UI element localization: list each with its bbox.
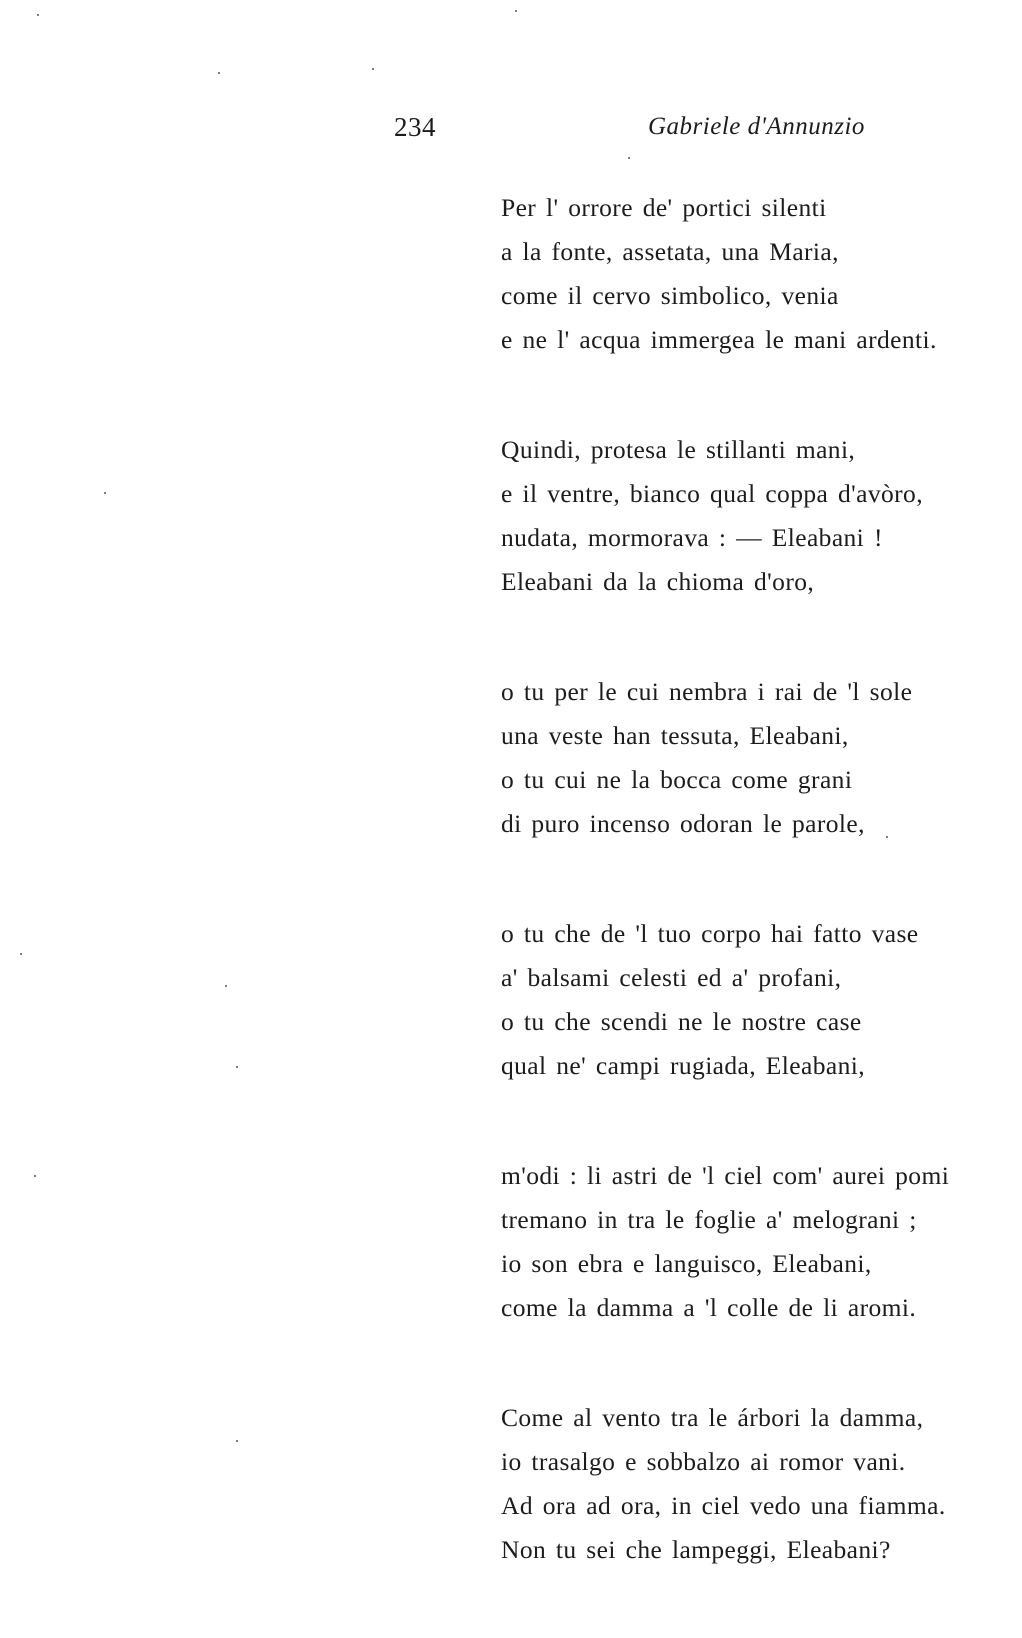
scan-speck bbox=[886, 836, 888, 838]
poem-line: o tu che de 'l tuo corpo hai fatto vase bbox=[501, 919, 919, 948]
stanza-3 bbox=[501, 670, 1001, 846]
poem-line: tremano in tra le foglie a' melograni ; bbox=[501, 1205, 917, 1234]
scan-speck bbox=[628, 157, 630, 159]
poem-line: Non tu sei che lampeggi, Eleabani? bbox=[501, 1535, 891, 1564]
poem-line: Per l' orrore de' portici silenti bbox=[501, 193, 827, 222]
poem-line: Quindi, protesa le stillanti mani, bbox=[501, 435, 856, 464]
poem-line: o tu che scendi ne le nostre case bbox=[501, 1007, 862, 1036]
scan-speck bbox=[34, 1175, 36, 1177]
poem-line: Come al vento tra le árbori la damma, bbox=[501, 1403, 924, 1432]
stanza-4 bbox=[501, 912, 1001, 1088]
poem-line: a' balsami celesti ed a' profani, bbox=[501, 963, 842, 992]
poem-line: Ad ora ad ora, in ciel vedo una fiamma. bbox=[501, 1491, 946, 1520]
poem-line: io trasalgo e sobbalzo ai romor vani. bbox=[501, 1447, 906, 1476]
stanza-2 bbox=[501, 428, 1001, 604]
poem-line: a la fonte, assetata, una Maria, bbox=[501, 237, 839, 266]
poem-line: e ne l' acqua immergea le mani ardenti. bbox=[501, 325, 937, 354]
poem-line: e il ventre, bianco qual coppa d'avòro, bbox=[501, 479, 923, 508]
poem bbox=[501, 186, 1001, 1638]
poem-line: qual ne' campi rugiada, Eleabani, bbox=[501, 1051, 865, 1080]
poem-line: o tu per le cui nembra i rai de 'l sole bbox=[501, 677, 913, 706]
poem-line: io son ebra e languisco, Eleabani, bbox=[501, 1249, 872, 1278]
poem-line: o tu cui ne la bocca come grani bbox=[501, 765, 853, 794]
poem-line: come la damma a 'l colle de li aromi. bbox=[501, 1293, 917, 1322]
scan-speck bbox=[236, 1440, 238, 1442]
scan-speck bbox=[372, 68, 374, 70]
stanza-6 bbox=[501, 1396, 1001, 1572]
poem-line: m'odi : li astri de 'l ciel com' aurei pomi bbox=[501, 1161, 950, 1190]
scan-speck bbox=[37, 14, 39, 16]
poem-line: Eleabani da la chioma d'oro, bbox=[501, 567, 815, 596]
poem-line: come il cervo simbolico, venia bbox=[501, 281, 839, 310]
running-title: Gabriele d'Annunzio bbox=[648, 113, 865, 140]
poem-line: di puro incenso odoran le parole, bbox=[501, 809, 865, 838]
poem-line: nudata, mormorava : — Eleabani ! bbox=[501, 523, 883, 552]
stanza-5 bbox=[501, 1154, 1001, 1330]
scan-speck bbox=[104, 492, 106, 494]
scan-speck bbox=[20, 953, 22, 955]
scan-speck bbox=[225, 985, 227, 987]
poem-line: una veste han tessuta, Eleabani, bbox=[501, 721, 849, 750]
scan-speck bbox=[515, 10, 517, 12]
stanza-1 bbox=[501, 186, 1001, 362]
scan-speck bbox=[236, 1066, 238, 1068]
page-number: 234 bbox=[394, 112, 436, 142]
scan-speck bbox=[218, 72, 220, 74]
